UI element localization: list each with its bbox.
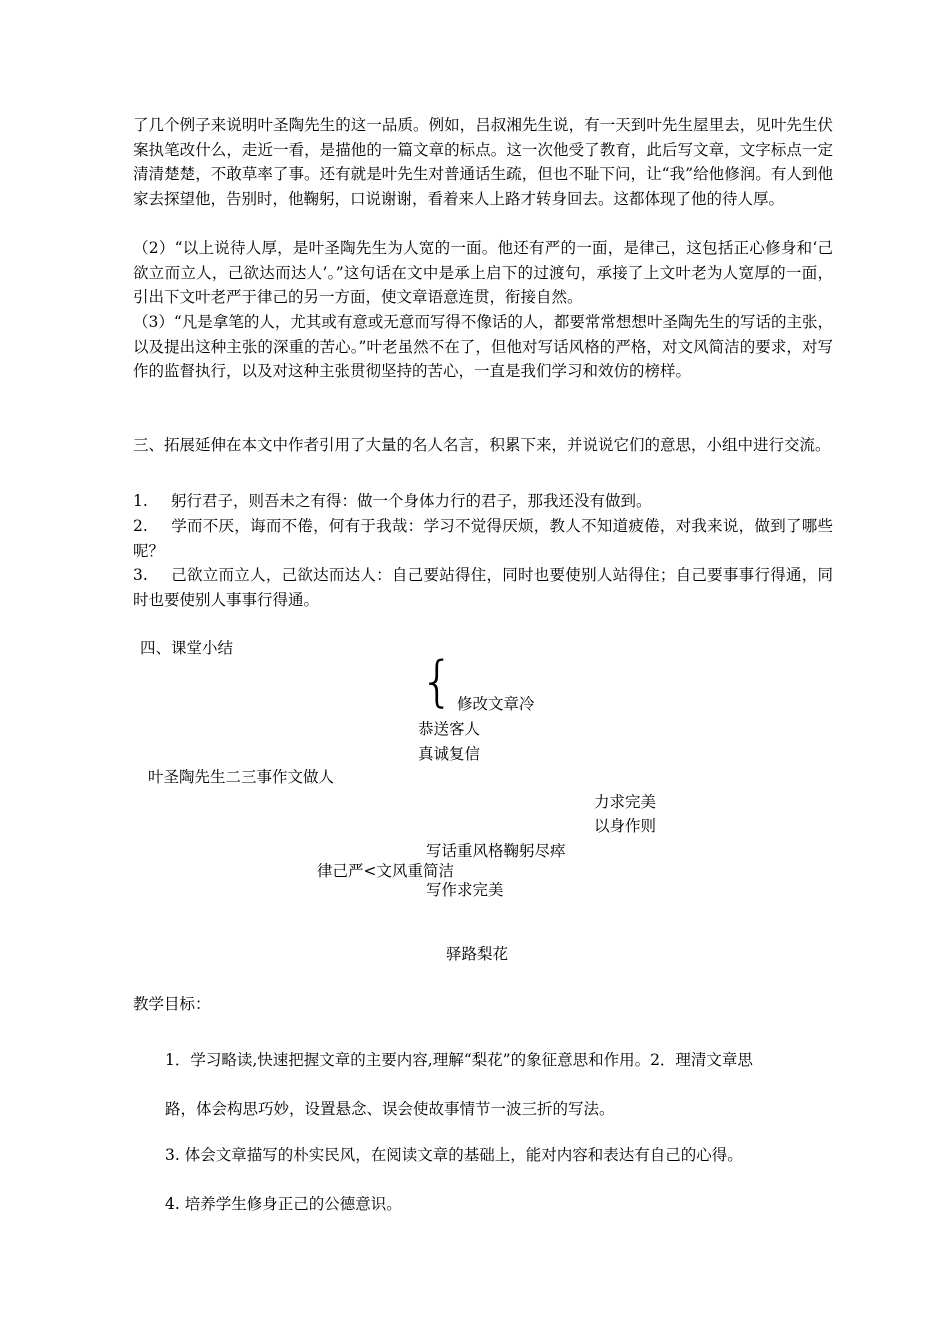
curly-brace: { [420,650,455,713]
summary-node-writing: 写作求完美 [426,881,504,899]
summary-root: 叶圣陶先生二三事作文做人 [148,768,335,786]
item-number: 3. [133,566,148,584]
summary-node-see-off: 恭送客人 [418,720,481,738]
paragraph-example: 了几个例子来说明叶圣陶先生的这一品质。例如，吕叔湘先生说，有一天到叶先生屋里去，见叶先生伏案执笔改什么，走近一看，是描他的一篇文章的标点。这一次他受了教育，此后写文章，文字标点一定清清楚楚，不敢草率了事。还有就是叶先生对普通话生疏，但也不耻下问，让“我”给他修润。有人到他家去探望他，告别时，他鞠躬，口说谢谢，看着来人上路才转身回去。这都体现了他的待人厚。 [133,116,833,208]
goals-label: 教学目标： [133,995,211,1013]
item-text: 己欲立而立人，己欲达而达人：自己要站得住，同时也要使别人站得住；自己要事事行得通，同时也要使别人事事行得通。 [133,566,833,609]
item-text: 躬行君子，则吾未之有得：做一个身体力行的君子，那我还没有做到。 [171,492,652,510]
summary-node-example: 以身作则 [594,817,657,835]
paragraph-conclusion: （3）“凡是拿笔的人，尤其或有意或无意而写得不像话的人，都要常常想想叶圣陶先生的写话的主张，以及提出这种主张的深重的苦心。”叶老虽然不在了，但他对写话风格的严格，对文风简洁的要求，对写作的监督执行，以及对这种主张贯彻坚持的苦心，一直是我们学习和效仿的榜样。 [133,313,833,380]
quote-item-1 [133,489,833,514]
summary-node-perfect: 力求完美 [594,793,657,811]
item-number: 2. [133,517,148,535]
quote-item-3 [133,563,833,612]
summary-node-reply: 真诚复信 [418,745,481,763]
goal-4: 4. 培养学生修身正己的公德意识。 [165,1195,402,1213]
summary-node-strict: 律己严<文风重简洁 [317,862,454,880]
goal-1: 1．学习略读,快速把握文章的主要内容,理解“梨花”的象征意思和作用。2．理清文章思 [165,1051,753,1069]
goal-3: 3. 体会文章描写的朴实民风，在阅读文章的基础上，能对内容和表达有自己的心得。 [165,1146,743,1164]
paragraph-transition: （2）“以上说待人厚，是叶圣陶先生为人宽的一面。他还有严的一面，是律己，这包括正心修身和‘己欲立而立人，己欲达而达人’。”这句话在文中是承上启下的过渡句，承接了上文叶老为人宽厚的一面，引出下文叶老严于律己的另一方面，使文章语意连贯，衔接自然。 [133,239,833,306]
item-text: 学而不厌，诲而不倦，何有于我哉：学习不觉得厌烦，教人不知道疲倦，对我来说，做到了哪些呢？ [133,517,833,560]
summary-node-style: 写话重风格鞠躬尽瘁 [426,842,566,860]
section4-heading: 四、课堂小结 [140,639,234,657]
summary-node-revise: 修改文章冷 [457,695,535,713]
item-number: 1. [133,492,148,510]
section3-heading: 三、拓展延伸在本文中作者引用了大量的名人名言，积累下来，并说说它们的意思，小组中进行交流。 [133,436,831,454]
quote-item-2 [133,514,833,563]
goal-1-continued: 路，体会构思巧妙，设置悬念、误会使故事情节一波三折的写法。 [165,1100,615,1118]
lesson-title: 驿路梨花 [446,945,509,963]
